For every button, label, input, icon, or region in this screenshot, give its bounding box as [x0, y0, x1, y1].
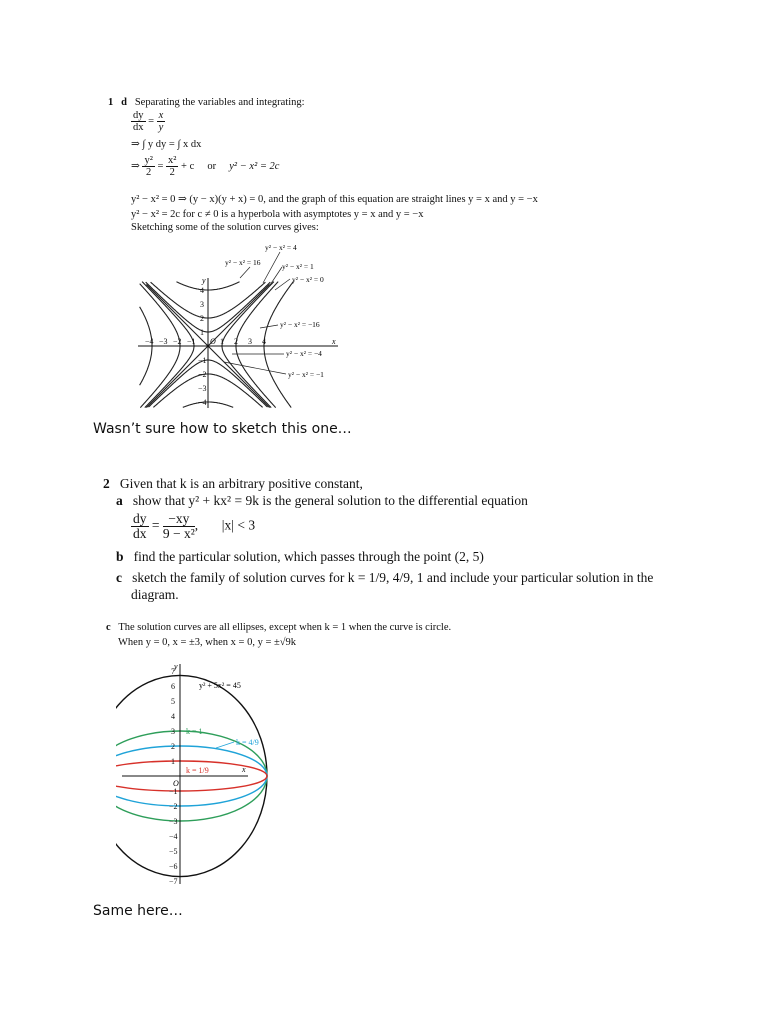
label-k-4-9: k = 4/9: [236, 738, 259, 747]
q1-line-hyperbola: y² − x² = 2c for c ≠ 0 is a hyperbola with asymptotes y = x and y = −x: [131, 209, 424, 220]
q2-a-text: show that y² + kx² = 9k is the general solution to the differential equation: [132, 493, 528, 508]
origin-label: O: [173, 779, 179, 788]
label-hyp-1: y² − x² = 1: [282, 262, 314, 271]
q1-ode: $\frac{dy}{dx}$ = $\frac{x}{y}$: [133, 110, 164, 133]
x-tick-label: −3: [159, 337, 168, 346]
q2-b-label: b: [116, 549, 124, 564]
q1-or: or: [207, 160, 217, 172]
q1-result-right: y² − x² = 2c: [229, 160, 280, 172]
hyperbola-curve: [236, 282, 278, 408]
q2-ode: $\frac{dy}{dx}$ = $\frac{-xy}{\text{9 − x²}}$ , |x| < 3: [133, 511, 256, 541]
y-tick-label: −7: [169, 877, 178, 886]
x-tick-label: 4: [262, 337, 266, 346]
q2-stem: Given that k is an arbitrary positive constant,: [119, 476, 363, 491]
q2-ode-domain: |x| < 3: [221, 517, 256, 533]
x-tick-label: 3: [248, 337, 252, 346]
label-hyp-m4: y² − x² = −4: [286, 349, 322, 358]
q1-line-zero: y² − x² = 0 ⇒ (y − x)(y + x) = 0, and the graph of this equation are straight lines y = x and y = −x: [131, 194, 538, 205]
label-hyp-4: y² − x² = 4: [265, 243, 297, 252]
note-2: Same here…: [93, 903, 183, 919]
x-axis-label: x: [242, 765, 246, 774]
label-hyp-0: y² − x² = 0: [292, 275, 324, 284]
q2c-label: c: [106, 622, 111, 633]
q1-ode-rhs-den: y: [158, 122, 164, 133]
q1-ode-lhs-den: dx: [133, 122, 144, 133]
q1-frac1-num: y²: [144, 155, 153, 166]
x-tick-label: −4: [145, 337, 154, 346]
label-k-1-9: k = 1/9: [186, 766, 209, 775]
x-tick-label: −1: [187, 337, 196, 346]
y-axis-label: y: [174, 662, 178, 671]
q1-intro: Separating the variables and integrating:: [134, 97, 305, 108]
q2c-line1-wrap: [106, 621, 451, 634]
label-k-1: k = 1: [186, 727, 203, 736]
y-tick-label: 1: [200, 328, 204, 337]
y-tick-label: −2: [169, 802, 178, 811]
y-tick-label: 7: [171, 667, 175, 676]
q2-c-text-2: diagram.: [131, 587, 179, 602]
y-tick-label: 4: [200, 286, 204, 295]
q2-ode-den-left: dx: [133, 526, 147, 541]
y-tick-label: 3: [200, 300, 204, 309]
y-tick-label: 5: [171, 697, 175, 706]
q1-result: ⇒ $\frac{\text{y²}}{2}$ = $\frac{\text{x²}}{2}$ + c or y² − x² = 2c: [131, 155, 280, 178]
y-tick-label: −3: [198, 384, 207, 393]
y-axis-label: y: [202, 276, 206, 285]
q1-frac2-num: x²: [168, 155, 177, 166]
q1-number: 1: [108, 97, 114, 108]
q1-integral-line: ⇒ ∫ y dy = ∫ x dx: [131, 139, 202, 150]
q1-frac2-den: 2: [169, 167, 175, 178]
q2-number: 2: [103, 476, 110, 491]
x-tick-label: O: [210, 337, 216, 346]
q1-part: d: [121, 97, 127, 108]
label-hyp-m1: y² − x² = −1: [288, 370, 324, 379]
q2-ode-num-right: −xy: [163, 512, 195, 527]
y-tick-label: −1: [198, 356, 207, 365]
q1-header: [108, 96, 305, 109]
q1-plus-c: + c: [181, 160, 195, 172]
q2-c-label: c: [116, 570, 122, 585]
q1-ode-rhs-num: x: [158, 110, 164, 121]
label-ellipse: y² + 5x² = 45: [199, 681, 241, 690]
q1-result-arrow: ⇒: [131, 160, 140, 172]
note-1: Wasn’t sure how to sketch this one…: [93, 421, 352, 437]
y-tick-label: 2: [200, 314, 204, 323]
y-tick-label: 4: [171, 712, 175, 721]
y-tick-label: −5: [169, 847, 178, 856]
q2-part-c: [116, 569, 653, 586]
x-tick-label: 1: [220, 337, 224, 346]
q1-line-sketch: Sketching some of the solution curves gives:: [131, 222, 319, 233]
ellipse-graph: [116, 660, 276, 888]
x-tick-label: 2: [234, 337, 238, 346]
x-axis-label: x: [332, 337, 336, 346]
q1-frac1-den: 2: [146, 167, 152, 178]
q2-b-text: find the particular solution, which passes through the point (2, 5): [133, 549, 484, 564]
label-hyp-16: y² − x² = 16: [225, 258, 261, 267]
q2c-line1: The solution curves are all ellipses, except when k = 1 when the curve is circle.: [118, 622, 452, 633]
y-tick-label: 3: [171, 727, 175, 736]
y-tick-label: 6: [171, 682, 175, 691]
y-tick-label: −4: [169, 832, 178, 841]
y-tick-label: −4: [198, 398, 207, 407]
q2-c-text-1: sketch the family of solution curves for k = 1/9, 4/9, 1 and include your particular solution in the: [132, 570, 654, 585]
q2c-line2: When y = 0, x = ±3, when x = 0, y = ±√9k: [118, 637, 297, 648]
y-tick-label: −6: [169, 862, 178, 871]
q2-ode-den-right: 9 − x²: [162, 526, 195, 541]
q2-a-label: a: [116, 493, 123, 508]
label-hyp-m16: y² − x² = −16: [280, 320, 320, 329]
y-tick-label: −1: [169, 787, 178, 796]
q2-part-a: [116, 492, 528, 509]
q2-part-b: [116, 548, 484, 565]
y-tick-label: −3: [169, 817, 178, 826]
hyperbola-curve: [264, 282, 293, 408]
hyperbola-graph: [120, 238, 350, 410]
x-tick-label: −2: [173, 337, 182, 346]
y-tick-label: 1: [171, 757, 175, 766]
y-tick-label: 2: [171, 742, 175, 751]
q2-stem-line: [103, 475, 363, 492]
q1-ode-lhs-num: dy: [133, 110, 144, 121]
y-tick-label: −2: [198, 370, 207, 379]
q2-ode-num-left: dy: [133, 511, 147, 526]
